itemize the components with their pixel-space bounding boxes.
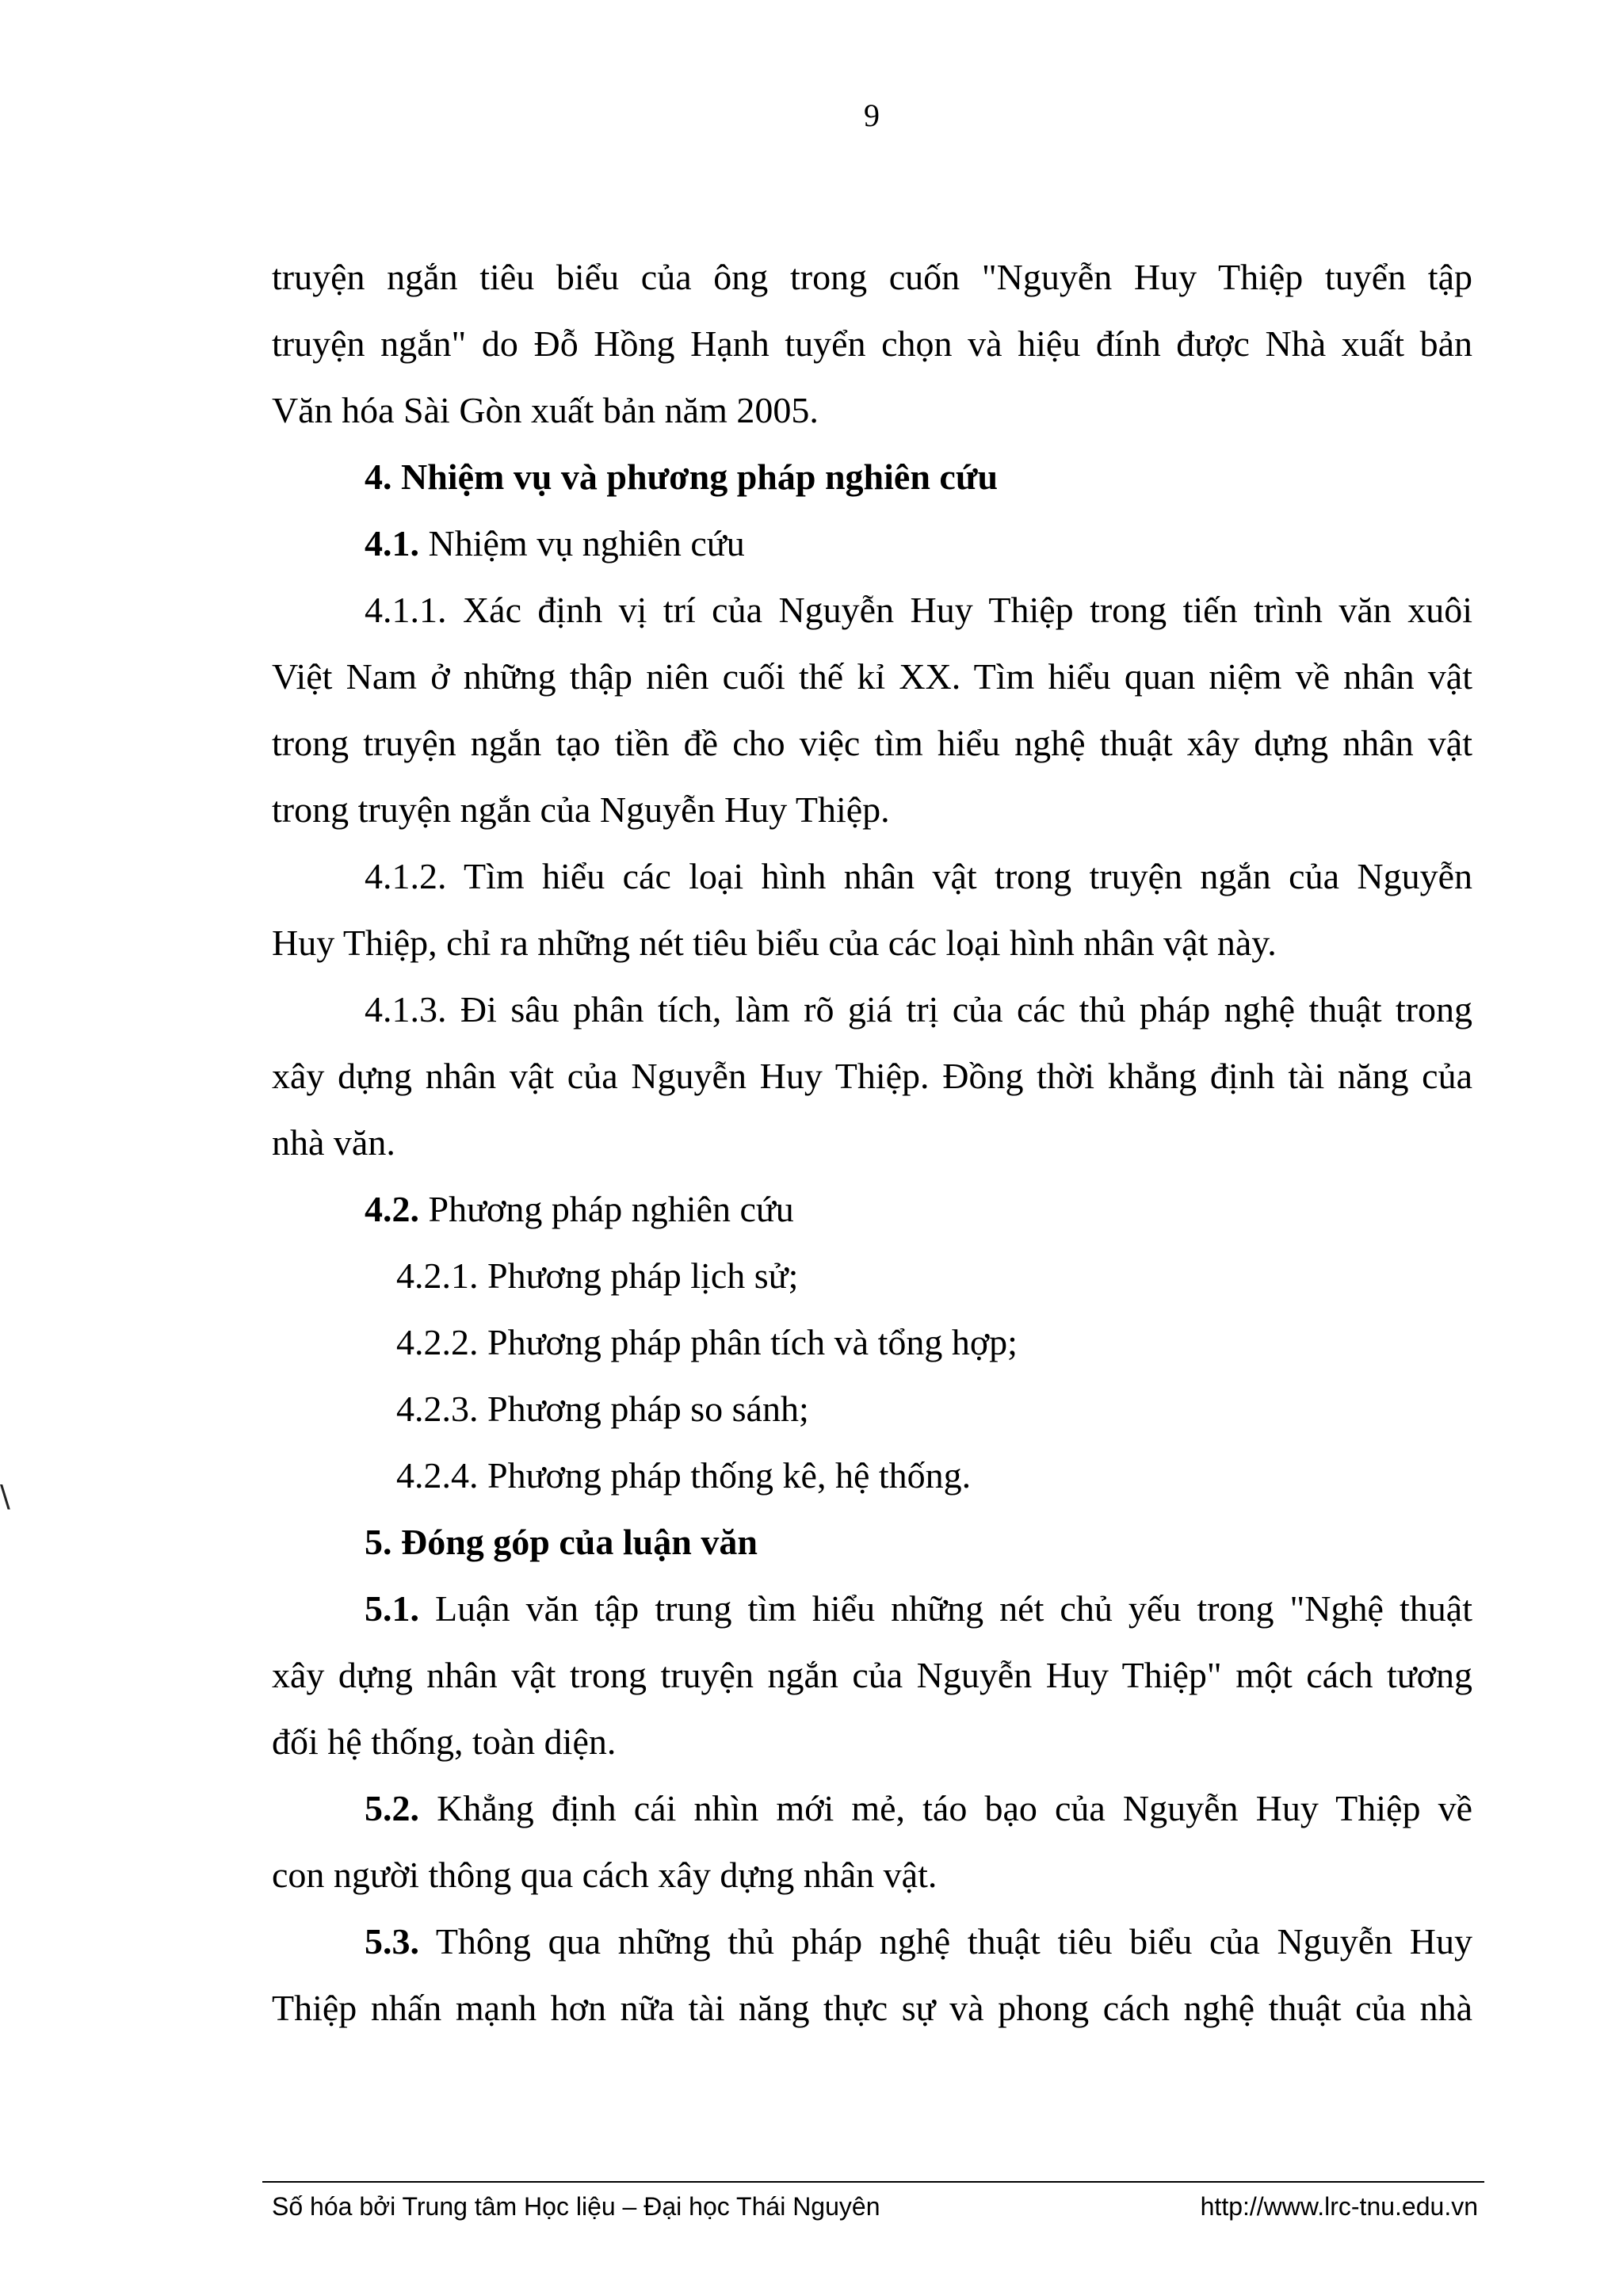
line-text: 4.2.4. Phương pháp thống kê, hệ thống.	[396, 1455, 972, 1496]
bold-heading: 5.1.	[365, 1588, 419, 1629]
line-text: 4.1.1. Xác định vị trí của Nguyễn Huy Thiệp trong tiến trình văn xuôi	[365, 590, 1472, 630]
text-line	[272, 1709, 1472, 1775]
line-text: Việt Nam ở những thập niên cuối thế kỉ XX. Tìm hiểu quan niệm về nhân vật	[272, 656, 1472, 697]
line-text: 4.2.2. Phương pháp phân tích và tổng hợp;	[396, 1322, 1018, 1362]
line-text: Thông qua những thủ pháp nghệ thuật tiêu biểu của Nguyễn Huy	[419, 1921, 1472, 1962]
line-text: truyện ngắn tiêu biểu của ông trong cuốn "Nguyễn Huy Thiệp tuyển tập	[272, 257, 1472, 297]
line-text: 4.1.3. Đi sâu phân tích, làm rõ giá trị của các thủ pháp nghệ thuật trong	[365, 989, 1472, 1030]
text-line	[272, 976, 1472, 1043]
footer-source: Số hóa bởi Trung tâm Học liệu – Đại học Thái Nguyên	[272, 2192, 880, 2221]
text-line	[272, 777, 1472, 843]
text-line	[272, 1309, 1472, 1376]
line-text: Phương pháp nghiên cứu	[419, 1189, 794, 1229]
bold-heading: 4.2.	[365, 1189, 419, 1229]
text-line	[272, 644, 1472, 710]
bold-heading: 5.2.	[365, 1788, 419, 1828]
text-line	[272, 444, 1472, 510]
text-line	[272, 1642, 1472, 1709]
text-line	[272, 710, 1472, 777]
text-line	[272, 1908, 1472, 1975]
text-line	[272, 377, 1472, 444]
text-line	[272, 577, 1472, 644]
page-number: 9	[864, 97, 880, 133]
text-line	[272, 1842, 1472, 1908]
line-text: Văn hóa Sài Gòn xuất bản năm 2005.	[272, 390, 819, 430]
text-line	[272, 843, 1472, 910]
text-line	[272, 1509, 1472, 1576]
line-text: xây dựng nhân vật của Nguyễn Huy Thiệp. Đồng thời khẳng định tài năng của	[272, 1056, 1472, 1096]
text-line	[272, 1442, 1472, 1509]
line-text: 4.2.1. Phương pháp lịch sử;	[396, 1255, 799, 1296]
line-text: 4.2.3. Phương pháp so sánh;	[396, 1389, 809, 1429]
footer	[272, 2191, 1478, 2222]
text-line	[272, 1576, 1472, 1642]
text-line	[272, 244, 1472, 311]
text-line	[272, 1975, 1472, 2042]
bold-heading: 5.3.	[365, 1921, 419, 1962]
line-text: nhà văn.	[272, 1122, 395, 1163]
line-text: Huy Thiệp, chỉ ra những nét tiêu biểu của các loại hình nhân vật này.	[272, 923, 1277, 963]
text-line	[272, 1243, 1472, 1309]
text-line	[272, 1110, 1472, 1176]
line-text: xây dựng nhân vật trong truyện ngắn của Nguyễn Huy Thiệp" một cách tương	[272, 1655, 1472, 1695]
text-line	[272, 1043, 1472, 1110]
bold-heading: 4.1.	[365, 523, 419, 563]
line-text: 4.1.2. Tìm hiểu các loại hình nhân vật trong truyện ngắn của Nguyễn	[365, 856, 1472, 896]
line-text: Luận văn tập trung tìm hiểu những nét chủ yếu trong "Nghệ thuật	[419, 1588, 1472, 1629]
text-line	[272, 910, 1472, 976]
text-line	[272, 1176, 1472, 1243]
line-text: đối hệ thống, toàn diện.	[272, 1721, 617, 1762]
bold-heading: 4. Nhiệm vụ và phương pháp nghiên cứu	[365, 457, 999, 497]
line-text: truyện ngắn" do Đỗ Hồng Hạnh tuyển chọn và hiệu đính được Nhà xuất bản	[272, 323, 1472, 364]
line-text: Thiệp nhấn mạnh hơn nữa tài năng thực sự và phong cách nghệ thuật của nhà	[272, 1988, 1472, 2028]
text-line	[272, 1376, 1472, 1442]
text-line	[272, 1775, 1472, 1842]
text-line	[272, 510, 1472, 577]
line-text: Nhiệm vụ nghiên cứu	[419, 523, 745, 563]
line-text: Khẳng định cái nhìn mới mẻ, táo bạo của Nguyễn Huy Thiệp về	[419, 1788, 1472, 1828]
document-body	[272, 244, 1472, 2042]
footer-divider	[262, 2181, 1484, 2183]
line-text: trong truyện ngắn của Nguyễn Huy Thiệp.	[272, 789, 890, 830]
footer-url: http://www.lrc-tnu.edu.vn	[1200, 2192, 1478, 2221]
text-line	[272, 311, 1472, 377]
bold-heading: 5. Đóng góp của luận văn	[365, 1522, 758, 1562]
line-text: con người thông qua cách xây dựng nhân vật.	[272, 1855, 938, 1895]
stray-mark: \	[0, 1479, 10, 1514]
line-text: trong truyện ngắn tạo tiền đề cho việc tìm hiểu nghệ thuật xây dựng nhân vật	[272, 723, 1472, 763]
